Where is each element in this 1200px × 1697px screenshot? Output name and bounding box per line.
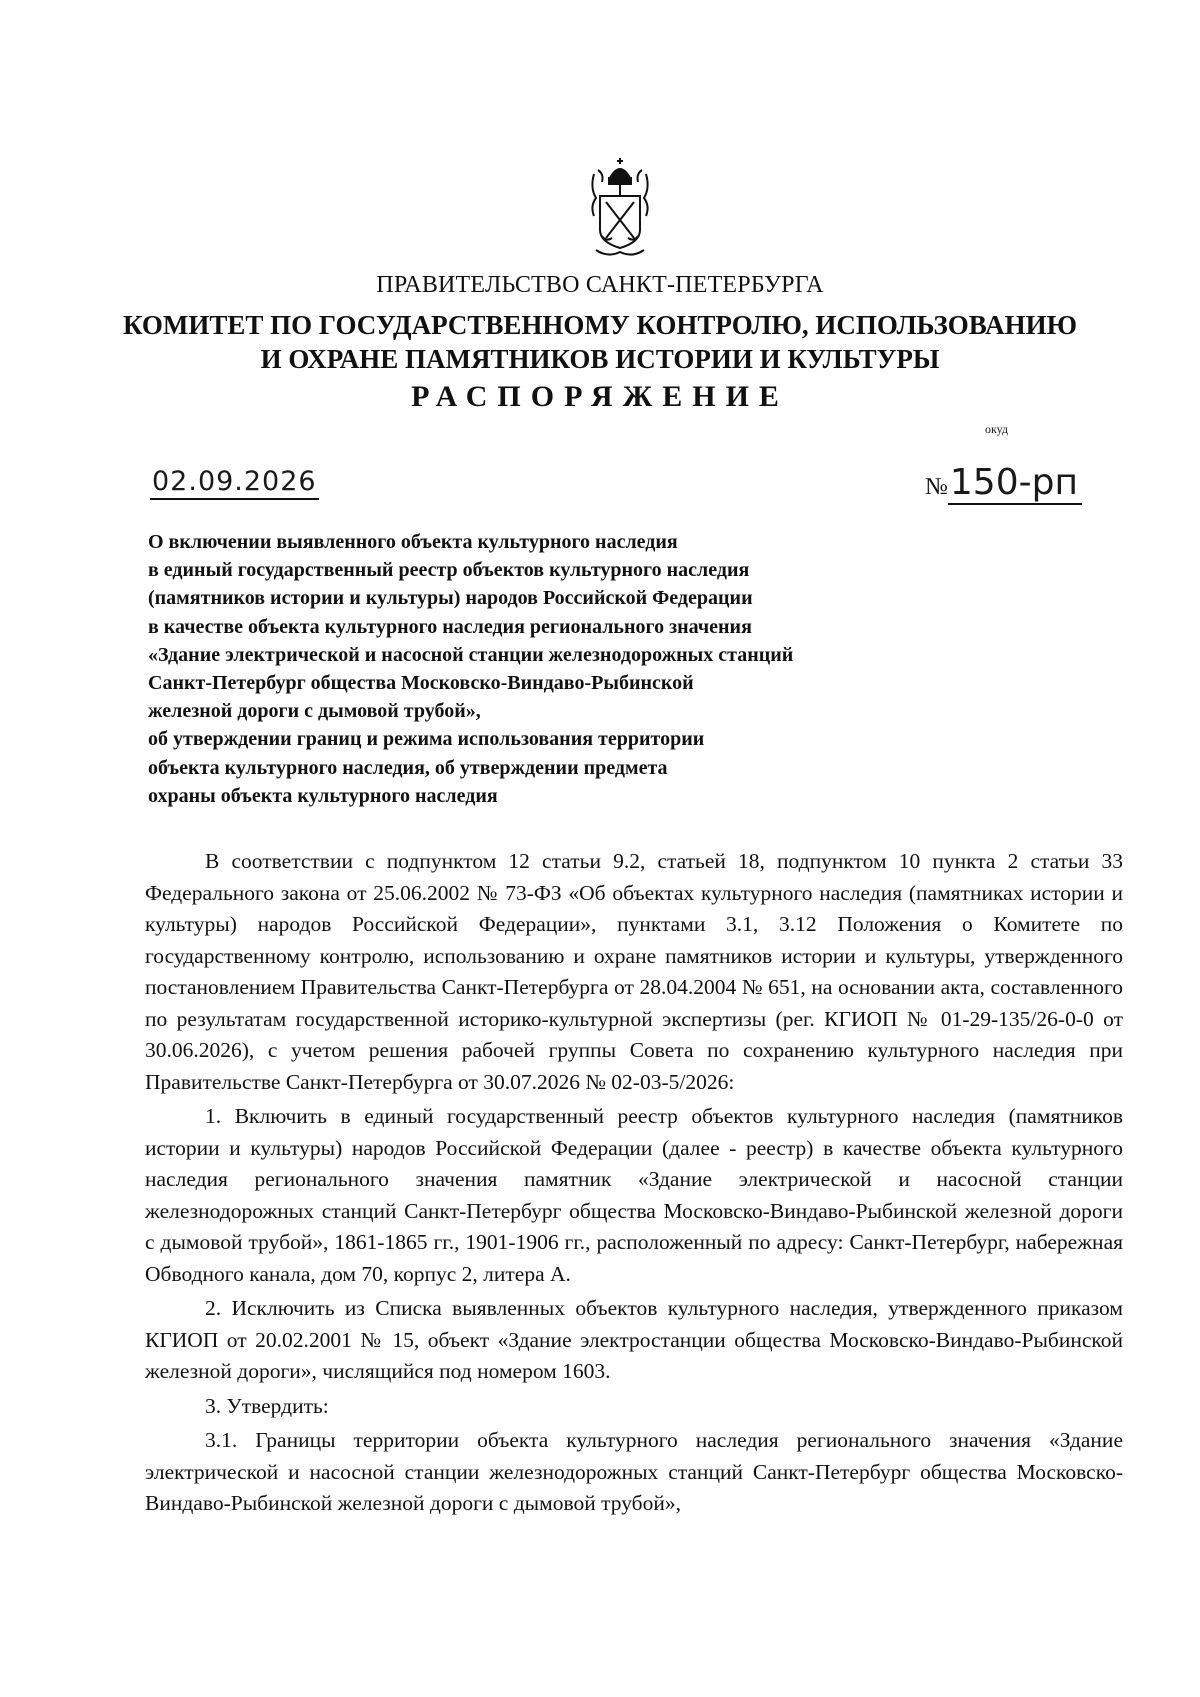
subject-line: в единый государственный реестр объектов культурного наследия <box>148 559 750 582</box>
document-type: РАСПОРЯЖЕНИЕ <box>411 380 789 413</box>
number-sign: № <box>925 474 948 500</box>
subject-line: об утверждении границ и режима использования территории <box>148 728 705 751</box>
committee-title-line: КОМИТЕТ ПО ГОСУДАРСТВЕННОМУ КОНТРОЛЮ, ИСПОЛЬЗОВАНИЮ <box>123 310 1077 340</box>
subject-line: (памятников истории и культуры) народов Российской Федерации <box>148 587 753 610</box>
committee-title <box>0 308 1200 376</box>
subject-line: охраны объекта культурного наследия <box>148 784 498 807</box>
subject-line: О включении выявленного объекта культурного наследия <box>148 531 678 553</box>
okud-label: окуд <box>985 422 1009 436</box>
subject-line: объекта культурного наследия, об утверждении предмета <box>148 756 668 779</box>
document-body <box>145 846 1123 1523</box>
government-title: ПРАВИТЕЛЬСТВО САНКТ-ПЕТЕРБУРГА <box>376 272 824 298</box>
number-value: 150-рп <box>948 462 1082 505</box>
body-paragraph: 3.1. Границы территории объекта культурного наследия регионального значения «Здание электрической и насосной станции железнодорожных станций Санкт-Петербург общества Московско-Виндаво-Рыбинской железной дороги с дымовой трубой», <box>145 1428 1123 1515</box>
subject-line: в качестве объекта культурного наследия регионального значения <box>148 615 752 638</box>
body-paragraph: В соответствии с подпунктом 12 статьи 9.2, статьей 18, подпунктом 10 пункта 2 статьи 33 Федерального закона от 25.06.2002 № 73-ФЗ «Об объектах культурного наследия (памятниках истории и культуры) народов Российской Федерации», пунктами 3.1, 3.12 Положения о Комитете по государственному контролю, использованию и охране памятников истории и культуры, утвержденного постановлением Правительства Санкт-Петербурга от 28.04.2004 № 651, на основании акта, составленного по результатам государственной историко-культурной экспертизы (рег. КГИОП № 01-29-135/26-0-0 от 30.06.2026), с учетом решения рабочей группы Совета по сохранению культурного наследия при Правительстве Санкт-Петербурга от 30.07.2026 № 02-03-5/2026: <box>145 849 1123 1094</box>
subject-line: Санкт-Петербург общества Московско-Виндаво-Рыбинской <box>148 672 694 695</box>
document-subject <box>148 528 968 810</box>
subject-line: железной дороги с дымовой трубой», <box>148 700 481 723</box>
body-paragraph: 2. Исключить из Списка выявленных объектов культурного наследия, утвержденного приказом КГИОП от 20.02.2001 № 15, объект «Здание электростанции общества Московско-Виндаво-Рыбинской железной дороги», числящийся под номером 1603. <box>145 1296 1123 1383</box>
body-paragraph: 3. Утвердить: <box>205 1393 329 1418</box>
subject-line: «Здание электрической и насосной станции железнодорожных станций <box>148 643 794 666</box>
body-paragraph: 1. Включить в единый государственный реестр объектов культурного наследия (памятников истории и культуры) народов Российской Федерации (далее - реестр) в качестве объекта культурного наследия регионального значения памятник «Здание электрической и насосной станции железнодорожных станций Санкт-Петербург общества Московско-Виндаво-Рыбинской железной дороги с дымовой трубой», 1861-1865 гг., 1901-1906 гг., расположенный по адресу: Санкт-Петербург, набережная Обводного канала, дом 70, корпус 2, литера А. <box>145 1104 1123 1286</box>
document-number <box>925 462 1082 503</box>
committee-title-line: И ОХРАНЕ ПАМЯТНИКОВ ИСТОРИИ И КУЛЬТУРЫ <box>260 344 940 374</box>
document-date: 02.09.2026 <box>150 466 319 500</box>
st-petersburg-coat-of-arms-icon <box>588 158 652 260</box>
